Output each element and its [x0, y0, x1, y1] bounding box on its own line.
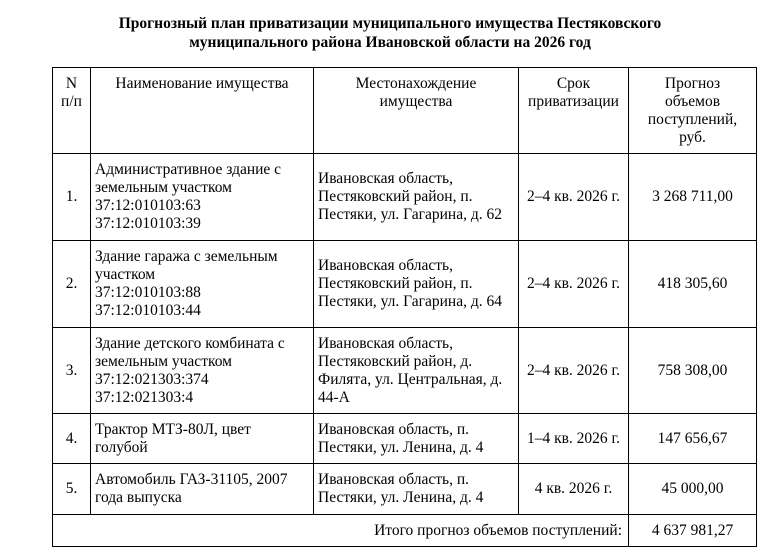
row-number: 5.: [53, 464, 91, 515]
header-location: Местонахождение имущества: [314, 68, 519, 154]
row-term: 2–4 кв. 2026 г.: [519, 154, 629, 241]
row-term: 2–4 кв. 2026 г.: [519, 328, 629, 414]
row-location: Ивановская область, Пестяковский район, п. Пестяки, ул. Гагарина, д. 62: [314, 154, 519, 241]
table-row: [53, 241, 757, 328]
row-property-name: Здание детского комбината с земельным участком 37:12:021303:374 37:12:021303:4: [91, 328, 314, 414]
header-revenue-forecast: Прогноз объемов поступлений, руб.: [629, 68, 757, 154]
row-term: 1–4 кв. 2026 г.: [519, 414, 629, 464]
row-amount: 45 000,00: [629, 464, 757, 515]
header-property-name: Наименование имущества: [91, 68, 314, 154]
row-amount: 3 268 711,00: [629, 154, 757, 241]
table-row: [53, 464, 757, 515]
table-row: [53, 414, 757, 464]
row-location: Ивановская область, п. Пестяки, ул. Ленина, д. 4: [314, 414, 519, 464]
header-privatization-term: Срок приватизации: [519, 68, 629, 154]
table-row: [53, 154, 757, 241]
row-location: Ивановская область, Пестяковский район, п. Пестяки, ул. Гагарина, д. 64: [314, 241, 519, 328]
row-amount: 147 656,67: [629, 414, 757, 464]
table-header-row: [53, 68, 757, 154]
table-row: [53, 328, 757, 414]
row-property-name: Трактор МТЗ-80Л, цвет голубой: [91, 414, 314, 464]
document-title-line-1: Прогнозный план приватизации муниципального имущества Пестяковского: [118, 15, 662, 32]
document-title-line-2: муниципального района Ивановской области на 2026 год: [189, 34, 591, 51]
row-amount: 758 308,00: [629, 328, 757, 414]
row-amount: 418 305,60: [629, 241, 757, 328]
row-location: Ивановская область, п. Пестяки, ул. Ленина, д. 4: [314, 464, 519, 515]
total-row: [53, 515, 757, 547]
row-number: 4.: [53, 414, 91, 464]
row-number: 3.: [53, 328, 91, 414]
row-property-name: Автомобиль ГАЗ-31105, 2007 года выпуска: [91, 464, 314, 515]
row-term: 4 кв. 2026 г.: [519, 464, 629, 515]
row-location: Ивановская область, Пестяковский район, д. Филята, ул. Центральная, д. 44-А: [314, 328, 519, 414]
row-term: 2–4 кв. 2026 г.: [519, 241, 629, 328]
privatization-plan-table: [52, 67, 757, 547]
total-value: 4 637 981,27: [629, 515, 757, 547]
total-label: Итого прогноз объемов поступлений:: [53, 515, 629, 547]
header-number: N п/п: [53, 68, 91, 154]
row-number: 2.: [53, 241, 91, 328]
row-number: 1.: [53, 154, 91, 241]
row-property-name: Здание гаража с земельным участком 37:12:010103:88 37:12:010103:44: [91, 241, 314, 328]
row-property-name: Административное здание с земельным участком 37:12:010103:63 37:12:010103:39: [91, 154, 314, 241]
document-title: [0, 14, 780, 52]
